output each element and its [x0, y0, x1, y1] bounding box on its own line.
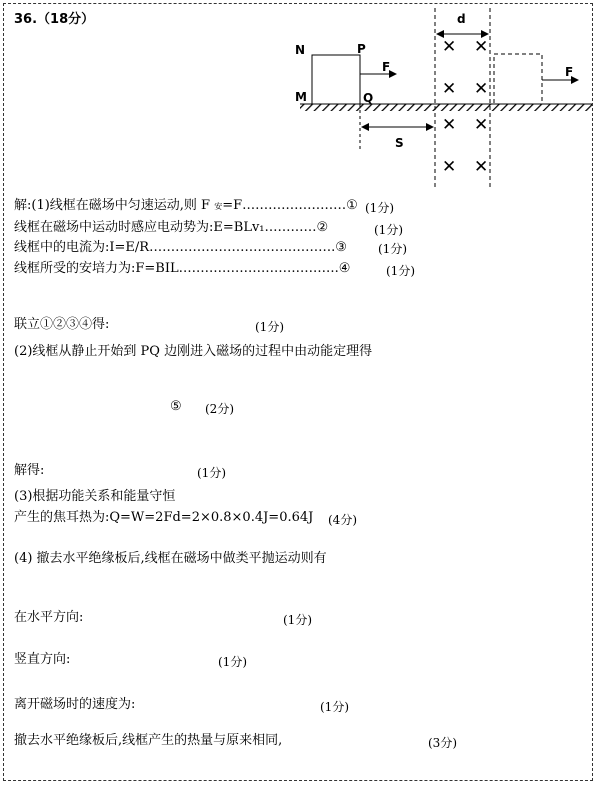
insulating-board	[300, 104, 592, 111]
equation-marker: ⑤	[170, 399, 182, 414]
label-m: M	[295, 90, 307, 104]
solution-line-5: 联立①②③④得:	[14, 317, 110, 332]
label-q: Q	[363, 91, 374, 105]
solution-line-6: (2)线框从静止开始到 PQ 边刚进入磁场的过程中由动能定理得	[14, 344, 373, 359]
label-force-left: F	[382, 60, 391, 74]
label-s: S	[395, 136, 404, 150]
solution-line-10: 产生的焦耳热为:Q=W=2Fd=2×0.8×0.4J=0.64J	[14, 510, 314, 525]
solution-line-11: (4) 撤去水平绝缘板后,线框在磁场中做类平抛运动则有	[14, 551, 327, 566]
solution-line-3: 线框中的电流为:I=E/R…………………………………….③	[14, 240, 347, 255]
score: (1分)	[197, 466, 226, 480]
solution-line-4: 线框所受的安培力为:F=BIL……………………………….④	[14, 261, 351, 276]
solution-line-13: 竖直方向:	[14, 652, 71, 667]
solution-line-15: 撤去水平绝缘板后,线框产生的热量与原来相同,	[14, 733, 283, 748]
field-cross-icon: ✕	[474, 79, 489, 99]
field-cross-icon: ✕	[442, 115, 457, 135]
score: (2分)	[205, 402, 234, 416]
score: (1分)	[365, 201, 394, 215]
score: (1分)	[320, 700, 349, 714]
label-force-right: F	[565, 65, 574, 79]
score: (1分)	[283, 613, 312, 627]
label-d: d	[457, 12, 466, 26]
score: (1分)	[386, 264, 415, 278]
field-cross-icon: ✕	[442, 79, 457, 99]
problem-title: 36.（18分）	[14, 12, 95, 27]
score: (1分)	[255, 320, 284, 334]
field-cross-icon: ✕	[474, 37, 489, 57]
solution-line-2: 线框在磁场中运动时感应电动势为:E=BLv₁…………②	[14, 220, 329, 235]
field-cross-icon: ✕	[474, 115, 489, 135]
score: (1分)	[218, 655, 247, 669]
solution-line-8: 解得:	[14, 463, 45, 478]
label-n: N	[295, 43, 306, 57]
solution-line-12: 在水平方向:	[14, 610, 84, 625]
score: (3分)	[428, 736, 457, 750]
solution-line-1: 解:(1)线框在磁场中匀速运动,则 F 安=F……………………①	[14, 198, 358, 213]
field-cross-icon: ✕	[442, 157, 457, 177]
score: (1分)	[378, 242, 407, 256]
score: (1分)	[374, 223, 403, 237]
coil-frame	[312, 55, 360, 104]
solution-line-9: (3)根据功能关系和能量守恒	[14, 489, 176, 504]
field-cross-icon: ✕	[474, 157, 489, 177]
score: (4分)	[328, 513, 357, 527]
coil-frame-exit	[494, 54, 542, 104]
field-cross-icon: ✕	[442, 37, 457, 57]
solution-line-14: 离开磁场时的速度为:	[14, 697, 136, 712]
label-p: P	[357, 42, 366, 56]
